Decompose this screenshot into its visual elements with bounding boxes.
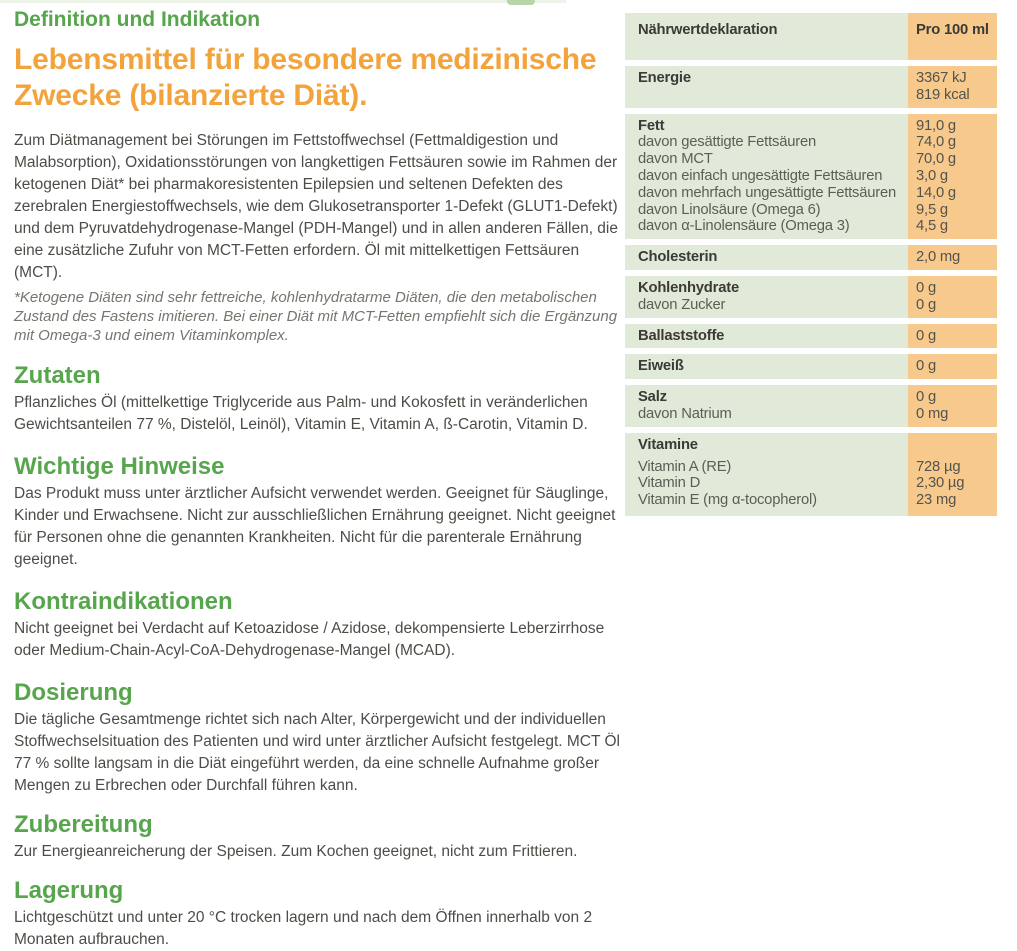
nutrition-row xyxy=(625,66,997,108)
nutrient-label: Vitamin D xyxy=(638,475,701,492)
nutrient-label: Ballaststoffe xyxy=(638,327,725,344)
nutrient-label xyxy=(638,87,902,104)
scan-artifact-tab xyxy=(507,0,535,5)
page-title-line2: Zwecke (bilanzierte Diät). xyxy=(14,79,368,112)
nutrition-row-values xyxy=(908,354,997,379)
nutrient-label: davon einfach ungesättigte Fettsäuren xyxy=(638,167,883,184)
nutrition-row xyxy=(625,245,997,270)
section-zubereitung xyxy=(14,811,626,863)
section-body-zubereitung: Zur Energieanreicherung der Speisen. Zum Kochen geeignet, nicht zum Frittieren. xyxy=(14,843,578,860)
nutrient-label: davon gesättigte Fettsäuren xyxy=(638,134,817,151)
section-dosierung xyxy=(14,679,626,797)
nutrient-label: Fett xyxy=(638,117,665,134)
nutrient-label: Energie xyxy=(638,70,691,86)
nutrient-value: 74,0 g xyxy=(916,134,956,151)
nutrition-rows xyxy=(625,66,997,516)
section-heading-zubereitung: Zubereitung xyxy=(14,811,153,838)
section-lagerung xyxy=(14,877,626,951)
section-heading-kontraindikationen: Kontraindikationen xyxy=(14,588,233,615)
nutrition-row-labels xyxy=(625,354,908,379)
section-heading-lagerung: Lagerung xyxy=(14,877,124,904)
nutrient-value: 3367 kJ xyxy=(916,70,967,86)
nutrition-row-labels xyxy=(625,276,908,318)
nutrient-value: 0 g xyxy=(916,327,936,344)
nutrient-value: 2,30 µg xyxy=(916,475,965,492)
nutrition-header-label-cell xyxy=(625,13,908,60)
definition-body: Zum Diätmanagement bei Störungen im Fettstoffwechsel (Fettmaldigestion und Malabsorption), Oxidationsstörungen von langkettigen Fettsäuren sowie im Rahmen der ketogenen Diät* bei pharmakoresistenten Epilepsien und seltenen Defekten des zerebralen Energiestoffwechsels, wie dem Glukosetransporter 1-Defekt (GLUT1-Defekt) und dem Pyruvatdehydrogenase-Mangel (PDH-Mangel) und in allen anderen Fällen, die eine zusätzliche Zufuhr von MCT-Fetten erfordern. Öl mit mittelkettigen Fettsäuren (MCT). xyxy=(14,132,618,281)
nutrition-row-values xyxy=(908,324,997,349)
nutrition-row-labels xyxy=(625,385,908,427)
nutrient-value: 0 g xyxy=(916,389,936,406)
nutrient-label: Vitamin E (mg α-tocopherol) xyxy=(638,492,817,509)
nutrition-row xyxy=(625,354,997,379)
nutrient-label: davon Zucker xyxy=(638,296,726,313)
section-definition xyxy=(14,8,626,345)
nutrition-row-values xyxy=(908,245,997,270)
scan-artifact-strip xyxy=(0,0,566,3)
ketogenic-footnote: *Ketogene Diäten sind sehr fettreiche, kohlenhydratarme Diäten, die den metabolischen Zustand des Fastens imitieren. Bei einer Diät mit MCT-Fetten empfiehlt sich die Ergänzung mit Omega-3 und einem Vitaminkomplex. xyxy=(14,289,618,344)
nutrient-label: davon α-Linolensäure (Omega 3) xyxy=(638,218,850,235)
nutrition-row-values xyxy=(908,433,997,516)
section-body-zutaten: Pflanzliches Öl (mittelkettige Triglyceride aus Palm- und Kokosfett in veränderlichen Gewichtsanteilen 77 %, Distelöl, Leinöl), Vitamin E, Vitamin A, ß-Carotin, Vitamin D. xyxy=(14,394,588,433)
nutrient-label: davon MCT xyxy=(638,151,713,168)
section-zutaten xyxy=(14,362,626,436)
nutrient-value: 9,5 g xyxy=(916,201,948,218)
section-heading-dosierung: Dosierung xyxy=(14,679,133,706)
section-body-hinweise: Das Produkt muss unter ärztlicher Aufsicht verwendet werden. Geeignet für Säuglinge, Kinder und Erwachsene. Nicht zur ausschließlichen Ernährung geeignet. Nicht geeignet für Personen ohne die genannten Krankheiten. Nicht für die parenterale Ernährung geeignet. xyxy=(14,485,616,568)
nutrient-value: 70,0 g xyxy=(916,151,956,168)
nutrient-value: 0 g xyxy=(916,358,936,375)
nutrient-value: 14,0 g xyxy=(916,184,956,201)
nutrition-row-labels xyxy=(625,66,908,108)
nutrient-value: 728 µg xyxy=(916,458,961,475)
nutrition-row-values xyxy=(908,114,997,240)
nutrition-table-title: Nährwertdeklaration xyxy=(638,22,778,38)
nutrient-label: Cholesterin xyxy=(638,249,718,266)
nutrient-value: 0 g xyxy=(916,296,936,313)
nutrient-label: davon mehrfach ungesättigte Fettsäuren xyxy=(638,184,897,201)
nutrient-value: 3,0 g xyxy=(916,167,948,184)
nutrient-label: davon Linolsäure (Omega 6) xyxy=(638,201,821,218)
nutrient-label: Kohlenhydrate xyxy=(638,279,739,296)
nutrient-label: Eiweiß xyxy=(638,358,684,375)
nutrition-row-labels xyxy=(625,114,908,240)
nutrient-label: Salz xyxy=(638,389,667,406)
nutrition-row-labels xyxy=(625,245,908,270)
nutrition-table xyxy=(625,13,997,522)
nutrition-row-labels xyxy=(625,433,908,516)
section-body-dosierung: Die tägliche Gesamtmenge richtet sich nach Alter, Körpergewicht und der individuellen Stoffwechselsituation des Patienten und wird unter ärztlicher Aufsicht festgelegt. MCT Öl 77 % sollte langsam in die Diät eingeführt werden, da eine schnelle Aufnahme großer Mengen zu Erbrechen oder Durchfall führen kann. xyxy=(14,711,620,794)
section-heading-hinweise: Wichtige Hinweise xyxy=(14,453,225,480)
section-kontraindikationen xyxy=(14,588,626,662)
section-body-kontraindikationen: Nicht geeignet bei Verdacht auf Ketoazidose / Azidose, dekompensierte Leberzirrhose oder Medium-Chain-Acyl-CoA-Dehydrogenase-Mangel (MCAD). xyxy=(14,620,605,659)
section-hinweise xyxy=(14,453,626,571)
nutrient-value: 4,5 g xyxy=(916,218,948,235)
nutrient-value: 2,0 mg xyxy=(916,249,961,266)
nutrition-row xyxy=(625,324,997,349)
nutrient-value: 91,0 g xyxy=(916,117,956,134)
nutrient-value: 819 kcal xyxy=(916,86,970,103)
page-title-line1: Lebensmittel für besondere medizinische xyxy=(14,43,597,76)
nutrition-per-100ml-label: Pro 100 ml xyxy=(916,22,989,38)
section-kicker: Definition und Indikation xyxy=(14,8,261,31)
nutrition-row xyxy=(625,114,997,240)
nutrient-value: 0 mg xyxy=(916,405,949,422)
nutrition-table-header-row xyxy=(625,13,997,60)
nutrition-row-labels xyxy=(625,324,908,349)
nutrient-value xyxy=(916,437,993,454)
text-column xyxy=(14,8,626,951)
nutrition-row-values xyxy=(908,66,997,108)
nutrition-row xyxy=(625,276,997,318)
nutrition-row-values xyxy=(908,276,997,318)
nutrition-row xyxy=(625,433,997,516)
nutrition-row xyxy=(625,385,997,427)
section-body-lagerung: Lichtgeschützt und unter 20 °C trocken lagern und nach dem Öffnen innerhalb von 2 Monaten aufbrauchen. xyxy=(14,909,593,948)
nutrient-label: davon Natrium xyxy=(638,405,732,422)
nutrient-value: 23 mg xyxy=(916,492,957,509)
nutrition-header-value-cell xyxy=(908,13,997,60)
nutrient-value: 0 g xyxy=(916,279,936,296)
nutrient-label: Vitamin A (RE) xyxy=(638,458,732,475)
section-heading-zutaten: Zutaten xyxy=(14,362,101,389)
nutrient-label: Vitamine xyxy=(638,436,698,453)
nutrition-row-values xyxy=(908,385,997,427)
page-title xyxy=(14,42,626,114)
